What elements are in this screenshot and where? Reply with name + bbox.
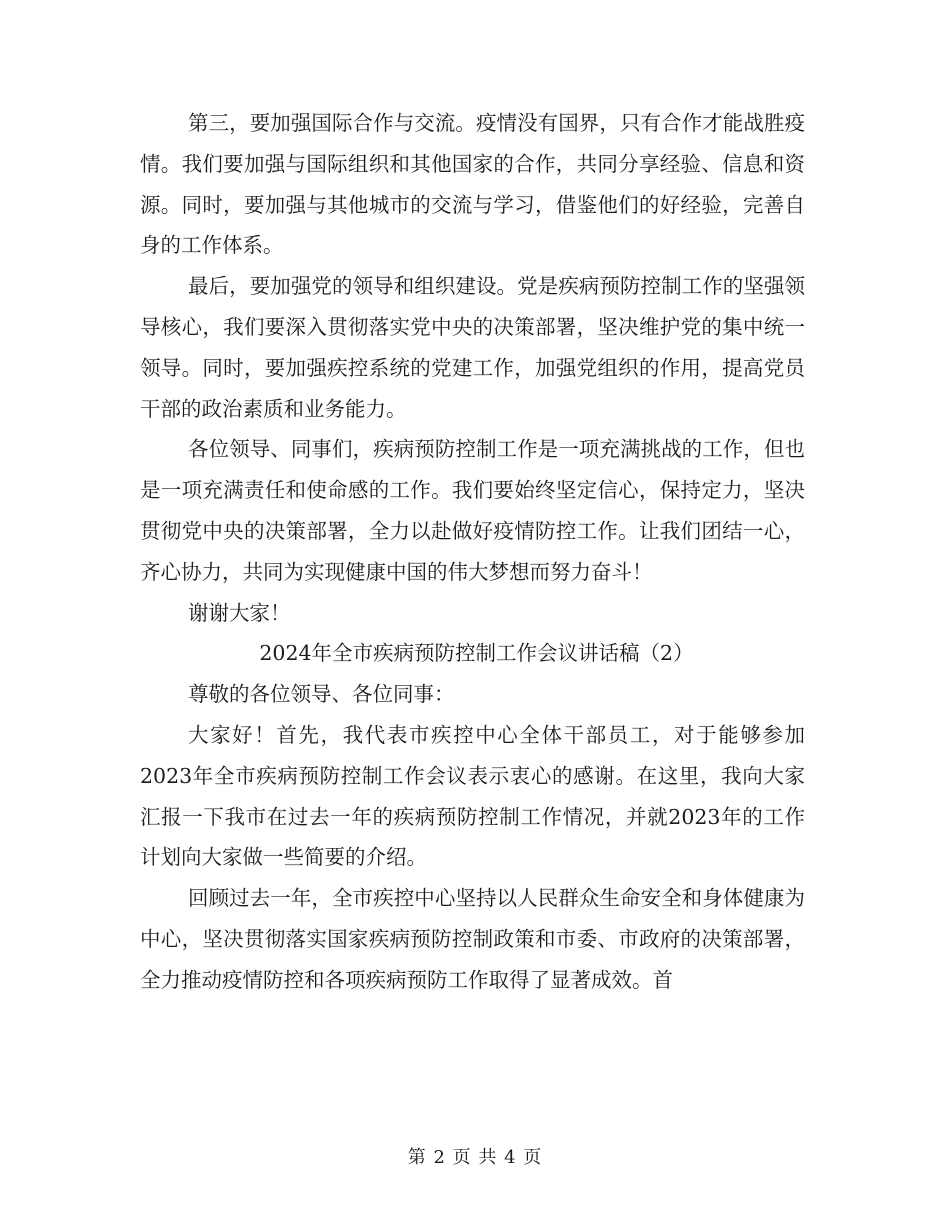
paragraph-closing-appeal: 各位领导、同事们，疾病预防控制工作是一项充满挑战的工作，但也是一项充满责任和使命感的工作。我们要始终坚定信心，保持定力，坚决贯彻党中央的决策部署，全力以赴做好疫情防控工作。让我们团结一心，齐心协力，共同为实现健康中国的伟大梦想而努力奋斗！ (140, 437, 805, 584)
page-number-footer: 第 2 页 共 4 页 (407, 1147, 543, 1168)
document-body (140, 103, 805, 1001)
paragraph-salutation: 尊敬的各位领导、各位同事： (188, 682, 455, 707)
section-title: 2024年全市疾病预防控制工作会议讲话稿（2） (259, 641, 694, 666)
paragraph-thanks: 谢谢大家！ (188, 600, 291, 625)
paragraph-greeting: 大家好！首先，我代表市疾控中心全体干部员工，对于能够参加2023年全市疾病预防控制工作会议表示衷心的感谢。在这里，我向大家汇报一下我市在过去一年的疾病预防控制工作情况，并就2023年的工作计划向大家做一些简要的介绍。 (140, 722, 805, 870)
paragraph-international-cooperation: 第三，要加强国际合作与交流。疫情没有国界，只有合作才能战胜疫情。我们要加强与国际组织和其他国家的合作，共同分享经验、信息和资源。同时，要加强与其他城市的交流与学习，借鉴他们的好经验，完善自身的工作体系。 (140, 111, 805, 258)
paragraph-review: 回顾过去一年，全市疾控中心坚持以人民群众生命安全和身体健康为中心，坚决贯彻落实国家疾病预防控制政策和市委、市政府的决策部署，全力推动疫情防控和各项疾病预防工作取得了显著成效。首 (140, 886, 805, 992)
paragraph-party-leadership: 最后，要加强党的领导和组织建设。党是疾病预防控制工作的坚强领导核心，我们要深入贯彻落实党中央的决策部署，坚决维护党的集中统一领导。同时，要加强疾控系统的党建工作，加强党组织的作用，提高党员干部的政治素质和业务能力。 (140, 274, 805, 421)
